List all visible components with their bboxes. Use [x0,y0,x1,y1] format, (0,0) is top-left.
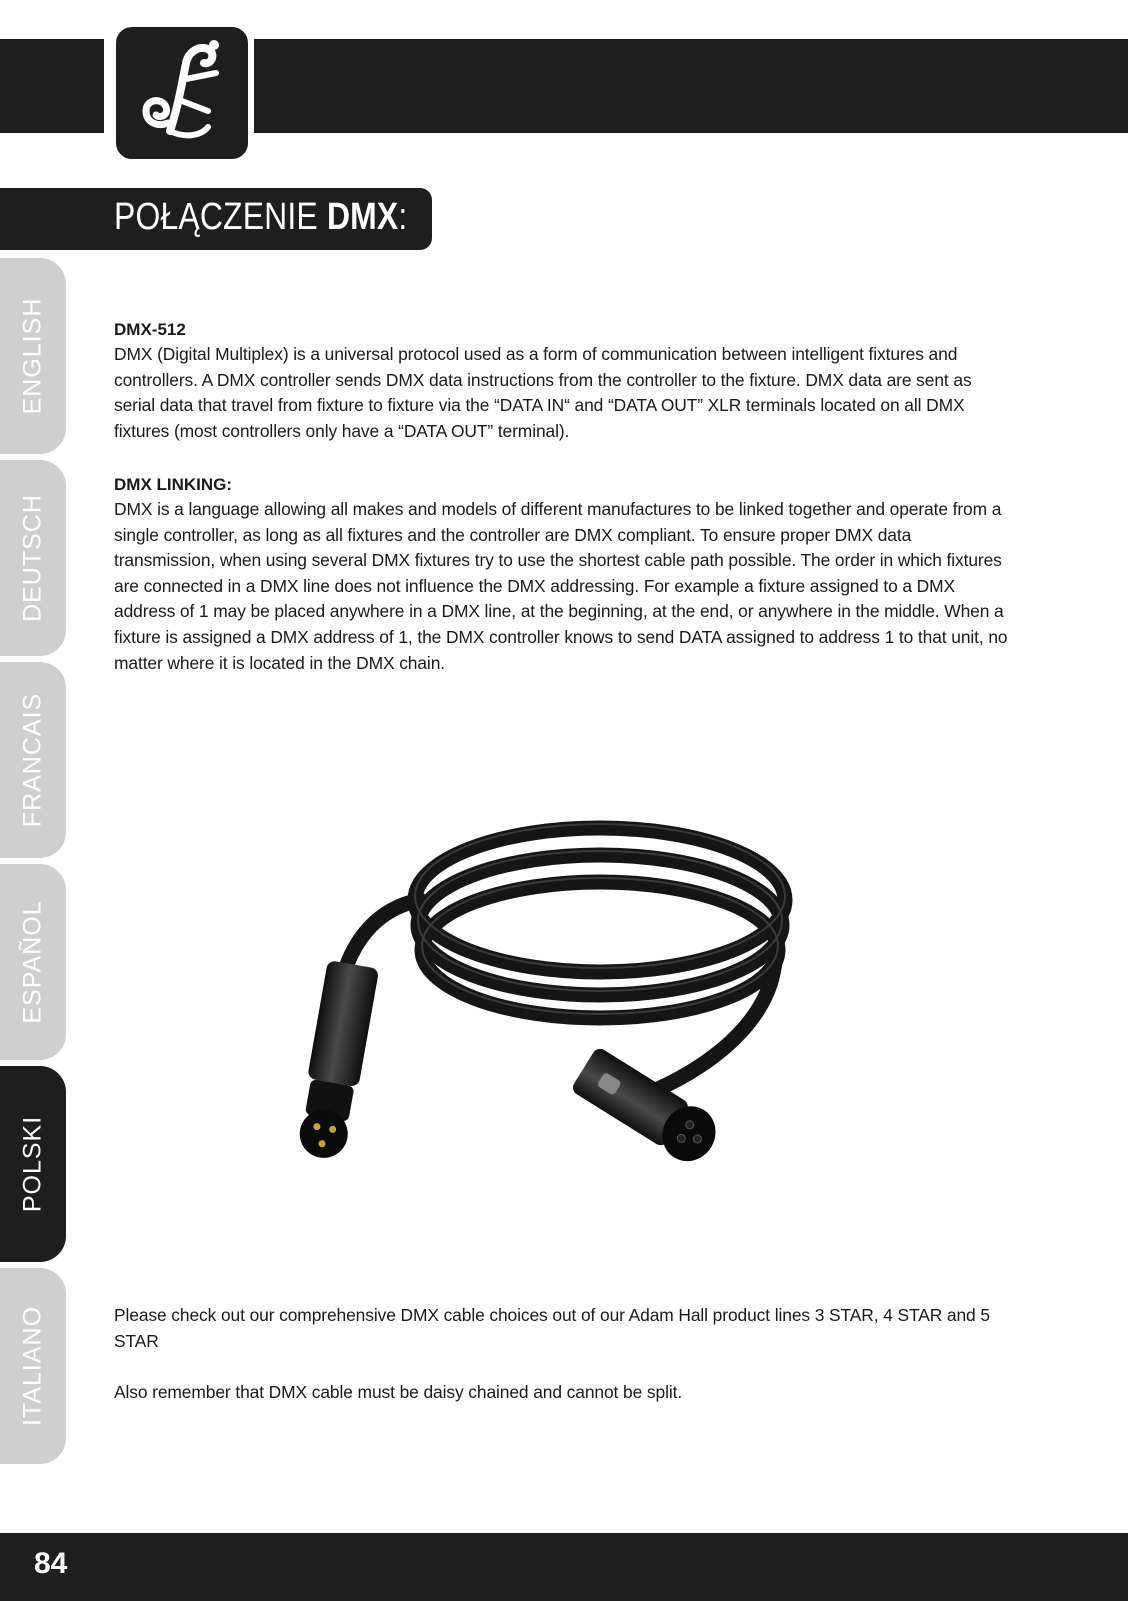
tab-label: DEUTSCH [18,494,47,622]
section-dmx-512 [114,318,1014,444]
tab-english[interactable] [0,258,66,454]
tab-label: POLSKI [18,1115,47,1213]
footer-bar [0,1533,1128,1601]
section-dmx-linking [114,473,1014,676]
page-title: POŁĄCZENIE DMX: [114,196,408,238]
page-number: 84 [34,1547,68,1580]
tab-label: ITALIANO [18,1305,47,1427]
section-body: DMX (Digital Multiplex) is a universal protocol used as a form of communication between intelligent fixtures and controllers. A DMX controller sends DMX data instructions from the controller to the fixture. DMX data are sent as serial data that travel from fixture to fixture via the “DATA IN“ and “DATA OUT” XLR terminals located on all DMX fixtures (most controllers only have a “DATA OUT” terminal). [114,344,972,441]
footer-note-2: Also remember that DMX cable must be daisy chained and cannot be split. [114,1382,683,1402]
section-body: DMX is a language allowing all makes and models of different manufactures to be linked together and operate from a single controller, as long as all fixtures and the controller are DMX compliant. To ensure proper DMX data transmission, when using several DMX fixtures try to use the shortest cable path possible. The order in which fixtures are connected in a DMX line does not influence the DMX addressing. For example a fixture assigned to a DMX address of 1 may be placed anywhere in a DMX line, at the beginning, at the end, or anywhere in the middle. When a fixture is assigned a DMX address of 1, the DMX controller knows to send DATA assigned to address 1 to that unit, no matter where it is located in the DMX chain. [114,499,1008,673]
tab-label: ENGLISH [18,297,47,415]
tab-label: FRANCAIS [18,692,47,828]
header-bar-left [0,39,104,133]
section-title-bar [0,188,432,250]
tab-deutsch[interactable] [0,460,66,656]
section-heading: DMX LINKING: [114,475,233,494]
header-bar-right [254,39,1128,133]
section-heading: DMX-512 [114,320,186,339]
footer-note-1: Please check out our comprehensive DMX cable choices out of our Adam Hall product lines 3 STAR, 4 STAR and 5 STAR [114,1305,990,1351]
tab-italiano[interactable] [0,1268,66,1464]
tab-espanol[interactable] [0,864,66,1060]
tab-polski[interactable] [0,1066,66,1262]
gecko-logo-icon [116,27,248,159]
tab-francais[interactable] [0,662,66,858]
tab-label: ESPAÑOL [18,900,47,1024]
brand-logo [112,23,252,163]
dmx-cable-photo [270,790,830,1230]
